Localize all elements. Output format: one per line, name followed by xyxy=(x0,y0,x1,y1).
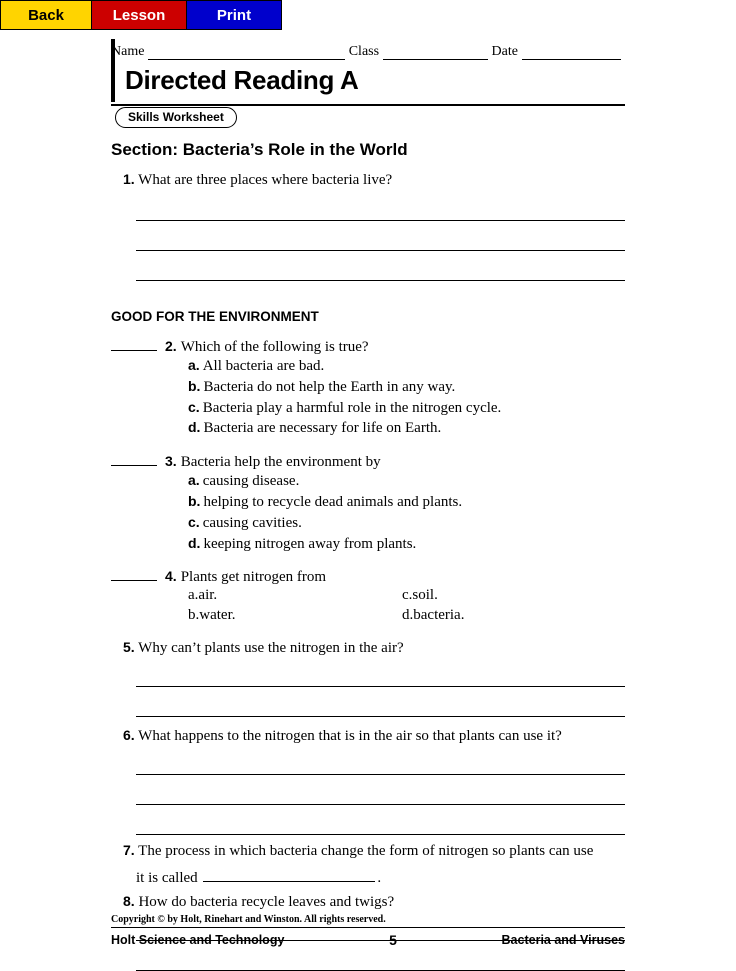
answer-line[interactable] xyxy=(136,833,625,835)
question-7-text-after: . xyxy=(377,869,382,886)
question-3-block xyxy=(111,453,625,554)
question-3-choice-a[interactable]: a. causing disease. xyxy=(188,472,300,490)
question-4-choices-row-2 xyxy=(111,606,625,626)
question-2-choice-a[interactable]: a. All bacteria are bad. xyxy=(188,357,325,374)
answer-line[interactable] xyxy=(136,249,625,251)
answer-line[interactable] xyxy=(136,219,625,221)
answer-line[interactable] xyxy=(136,279,625,281)
question-1 xyxy=(111,171,625,189)
question-2-block xyxy=(111,338,625,439)
question-5-number: 5. xyxy=(123,638,135,655)
question-4-number: 4. xyxy=(165,568,177,585)
question-5-text: Why can’t plants use the nitrogen in the air? xyxy=(138,639,404,656)
question-7-text-before: it is called xyxy=(136,869,198,886)
question-3-text: Bacteria help the environment by xyxy=(180,454,381,471)
section-heading: Section: Bacteria’s Role in the World xyxy=(111,140,408,159)
question-2-text: Which of the following is true? xyxy=(180,339,369,355)
answer-line[interactable] xyxy=(136,803,625,805)
page-number: 5 xyxy=(389,932,397,948)
copyright-text: Copyright © by Holt, Rinehart and Winston. All rights reserved. xyxy=(111,914,386,925)
question-2-number: 2. xyxy=(165,338,177,354)
footer-right-text: Bacteria and Viruses xyxy=(501,933,625,947)
question-4-block xyxy=(111,568,625,626)
question-3-number: 3. xyxy=(165,453,177,470)
question-2-answer-blank[interactable] xyxy=(111,339,157,351)
answer-line[interactable] xyxy=(136,773,625,775)
top-toolbar xyxy=(0,0,736,30)
answer-line[interactable] xyxy=(136,715,625,717)
question-3-answer-blank[interactable] xyxy=(111,454,157,466)
question-1-number: 1. xyxy=(123,171,135,187)
question-6 xyxy=(111,727,625,745)
name-field[interactable] xyxy=(148,47,344,60)
question-7-answer-blank[interactable] xyxy=(203,868,375,882)
page-footer xyxy=(111,914,625,948)
question-6-number: 6. xyxy=(123,726,135,743)
date-field[interactable] xyxy=(522,47,621,60)
question-3-choice-c[interactable]: c. causing cavities. xyxy=(188,513,302,531)
question-2-choice-c[interactable]: c. Bacteria play a harmful role in the nitrogen cycle. xyxy=(188,398,502,416)
question-5 xyxy=(111,639,625,657)
question-8 xyxy=(111,893,625,911)
back-button[interactable]: Back xyxy=(0,0,92,30)
question-4-choice-d[interactable]: d.bacteria. xyxy=(402,607,465,624)
print-button[interactable]: Print xyxy=(186,0,282,30)
question-2-choice-b[interactable]: b. Bacteria do not help the Earth in any way. xyxy=(188,377,456,395)
class-field[interactable] xyxy=(383,47,487,60)
question-7-text: The process in which bacteria change the form of nitrogen so plants can use xyxy=(138,842,594,859)
question-4-choice-c[interactable]: c.soil. xyxy=(402,587,438,604)
date-label: Date xyxy=(491,44,518,59)
answer-line[interactable] xyxy=(136,685,625,687)
question-4-choices-row-1 xyxy=(111,586,625,606)
question-3-choice-d[interactable]: d. keeping nitrogen away from plants. xyxy=(188,534,417,552)
question-8-number: 8. xyxy=(123,892,135,909)
question-4-choice-b[interactable]: b.water. xyxy=(188,607,236,624)
toolbar-filler xyxy=(282,0,736,30)
skills-worksheet-badge: Skills Worksheet xyxy=(115,107,237,128)
question-8-text: How do bacteria recycle leaves and twigs? xyxy=(138,893,395,910)
question-7-line2 xyxy=(111,868,625,887)
worksheet-page xyxy=(0,44,736,971)
question-7-number: 7. xyxy=(123,841,135,858)
question-6-text: What happens to the nitrogen that is in the air so that plants can use it? xyxy=(138,727,562,744)
name-label: Name xyxy=(111,44,145,59)
title-divider xyxy=(111,104,625,106)
lesson-button[interactable]: Lesson xyxy=(91,0,187,30)
question-1-text: What are three places where bacteria live? xyxy=(138,172,393,188)
class-label: Class xyxy=(348,44,380,59)
subheading-good-for-the-environment: GOOD FOR THE ENVIRONMENT xyxy=(111,309,319,324)
footer-left-text: Holt Science and Technology xyxy=(111,933,285,947)
question-7 xyxy=(111,842,625,860)
question-4-answer-blank[interactable] xyxy=(111,569,157,581)
question-4-choice-a[interactable]: a.air. xyxy=(188,587,218,604)
question-3-choice-b[interactable]: b. helping to recycle dead animals and plants. xyxy=(188,492,463,510)
question-2-choice-d[interactable]: d. Bacteria are necessary for life on Earth. xyxy=(188,419,442,437)
page-title: Directed Reading A xyxy=(125,65,359,95)
question-4-text: Plants get nitrogen from xyxy=(180,569,327,586)
name-class-date-row xyxy=(111,44,625,60)
